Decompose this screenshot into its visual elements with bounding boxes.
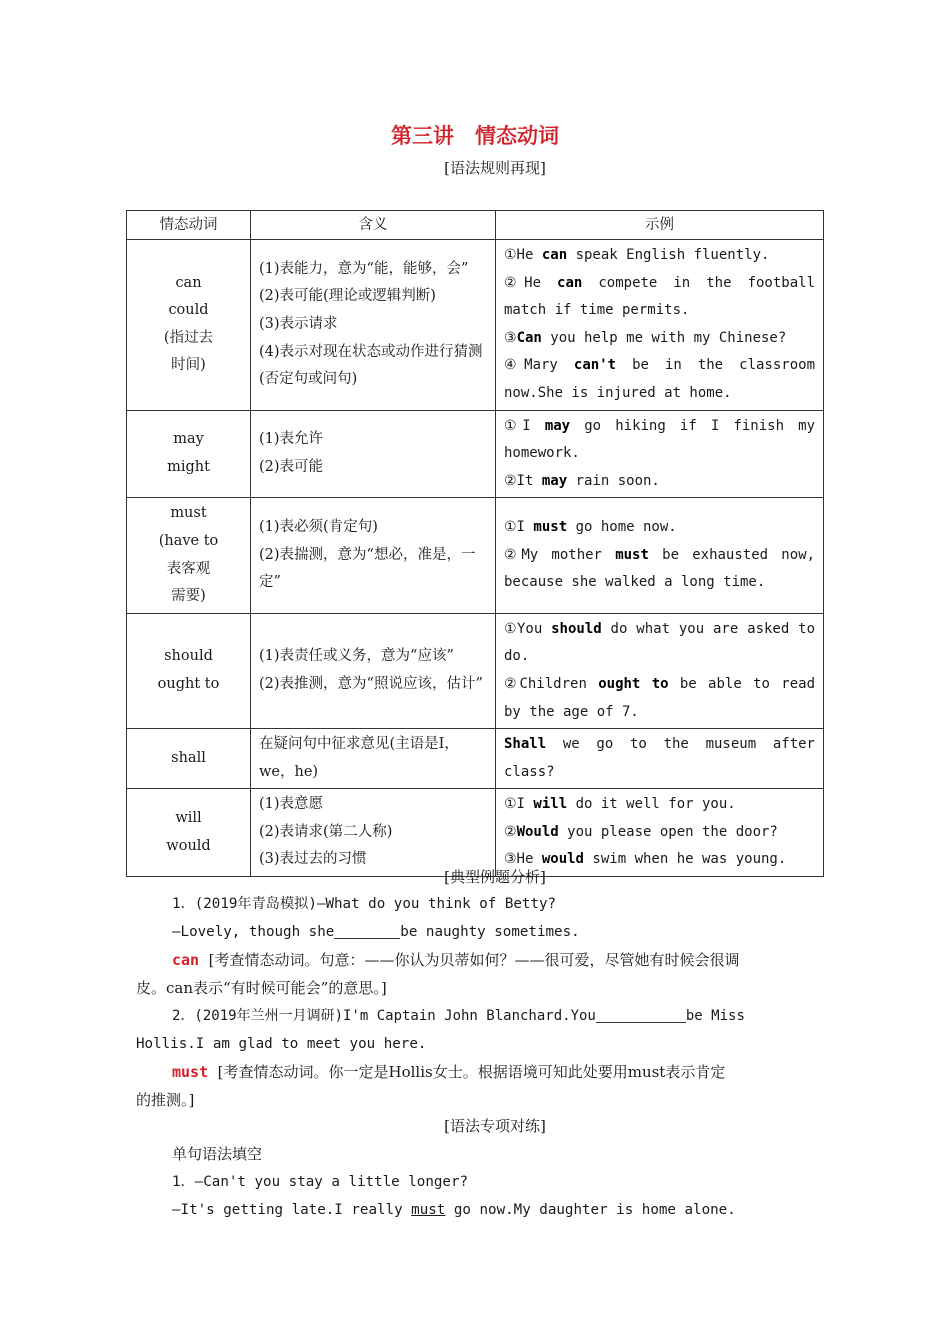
- verb-cell: [127, 240, 251, 411]
- meaning-line: (4)表示对现在状态或动作进行猜测(否定句或问句): [259, 343, 483, 388]
- question-1-explanation-line-2: 皮。can表示“有时候可能会”的意思。]: [136, 979, 387, 997]
- example-cell: [496, 613, 824, 728]
- verb-line: would: [166, 837, 211, 854]
- meaning-line: (1)表能力，意为“能，能够，会”: [259, 260, 469, 277]
- verb-cell: [127, 613, 251, 728]
- example-cell: [496, 498, 824, 613]
- example-cell: [496, 410, 824, 498]
- example-cell: [496, 789, 824, 877]
- meaning-line: (2)表可能: [259, 458, 324, 475]
- practice-heading: 单句语法填空: [172, 1145, 263, 1163]
- example-sentence: ②Would you please open the door?: [504, 823, 778, 840]
- question-2-explanation-line-1: must [考查情态动词。你一定是Hollis女士。根据语境可知此处要用must表示肯定: [172, 1063, 726, 1081]
- table-row: [127, 498, 824, 613]
- verb-cell: [127, 498, 251, 613]
- example-sentence: ①I must go home now.: [504, 519, 677, 536]
- meaning-line: (1)表允许: [259, 431, 324, 448]
- verb-line: 表客观: [166, 560, 211, 577]
- practice-1-answer: must: [411, 1202, 446, 1218]
- verb-line: shall: [171, 749, 206, 766]
- table-row: [127, 410, 824, 498]
- header-example: 示例: [496, 211, 824, 240]
- example-sentence: ④Mary can't be in the classroom now.She is injured at home.: [504, 357, 815, 401]
- section-heading-practice: [语法专项对练]: [444, 1117, 546, 1135]
- meaning-line: (2)表可能(理论或逻辑判断): [259, 288, 436, 305]
- question-2-line-2: Hollis.I am glad to meet you here.: [136, 1036, 427, 1052]
- verb-line: can: [175, 274, 202, 291]
- example-sentence: ①You should do what you are asked to do.: [504, 620, 815, 665]
- question-2-line-1: 2．(2019年兰州一月调研)I'm Captain John Blanchard.You be Miss: [172, 1008, 745, 1024]
- practice-1-line-1: 1．—Can't you stay a little longer?: [172, 1174, 469, 1190]
- lesson-title: 第三讲 情态动词: [391, 124, 559, 148]
- meaning-cell: [251, 789, 496, 877]
- question-2-explanation-line-2: 的推测。]: [136, 1091, 195, 1109]
- meaning-cell: [251, 240, 496, 411]
- verb-line: will: [175, 810, 202, 827]
- answer-text: can: [172, 951, 200, 969]
- meaning-cell: [251, 498, 496, 613]
- verb-cell: [127, 789, 251, 877]
- table-header-row: [127, 211, 824, 240]
- verb-line: might: [167, 458, 210, 475]
- verb-line: 时间): [171, 357, 206, 374]
- question-1-line-1: 1．(2019年青岛模拟)—What do you think of Betty?: [172, 896, 557, 912]
- meaning-line: 在疑问句中征求意见(主语是I，we，he): [259, 736, 459, 780]
- example-sentence: ①I may go hiking if I finish my homework.: [504, 417, 815, 462]
- verb-line: ought to: [157, 675, 220, 692]
- verb-cell: [127, 729, 251, 789]
- answer-blank: [596, 1006, 686, 1023]
- meaning-line: (2)表推测，意为“照说应该，估计”: [259, 675, 483, 692]
- answer-blank: [334, 922, 400, 939]
- verb-line: could: [168, 302, 209, 319]
- header-meaning: 含义: [251, 211, 496, 240]
- section-heading-rules: [语法规则再现]: [444, 159, 546, 177]
- table-row: [127, 729, 824, 789]
- question-1-explanation-line-1: can [考查情态动词。句意：——你认为贝蒂如何？——很可爱，尽管她有时候会很调: [172, 951, 740, 969]
- example-sentence: ②It may rain soon.: [504, 472, 660, 489]
- question-1-line-2: —Lovely, though she be naughty sometimes.: [172, 924, 580, 940]
- answer-text: must: [172, 1063, 209, 1081]
- meaning-cell: [251, 410, 496, 498]
- table-row: [127, 240, 824, 411]
- verb-line: may: [173, 431, 204, 448]
- meaning-line: (1)表责任或义务，意为“应该”: [259, 648, 454, 665]
- example-sentence: ②Children ought to be able to read by the age of 7.: [504, 675, 815, 720]
- verb-line: 需要): [171, 588, 206, 605]
- meaning-cell: [251, 729, 496, 789]
- meaning-line: (3)表过去的习惯: [259, 851, 367, 868]
- example-sentence: ②My mother must be exhausted now, because she walked a long time.: [504, 546, 815, 591]
- practice-1-line-2: —It's getting late.I really must go now.My daughter is home alone.: [172, 1202, 736, 1218]
- modal-verbs-table: [126, 210, 824, 877]
- verb-line: must: [170, 505, 207, 522]
- example-sentence: Shall we go to the museum after class?: [504, 736, 815, 780]
- verb-line: should: [164, 648, 213, 665]
- example-sentence: ①I will do it well for you.: [504, 796, 736, 813]
- example-cell: [496, 240, 824, 411]
- meaning-cell: [251, 613, 496, 728]
- header-modal-verb: 情态动词: [127, 211, 251, 240]
- meaning-line: (1)表意愿: [259, 796, 324, 813]
- example-sentence: ①He can speak English fluently.: [504, 247, 770, 263]
- example-cell: [496, 729, 824, 789]
- table-row: [127, 613, 824, 728]
- meaning-line: (2)表揣测，意为“想必，准是，一定”: [259, 546, 476, 591]
- meaning-line: (3)表示请求: [259, 315, 338, 332]
- meaning-line: (2)表请求(第二人称): [259, 823, 393, 840]
- example-sentence: ③Can you help me with my Chinese?: [504, 329, 787, 346]
- table-row: [127, 789, 824, 877]
- example-sentence: ②He can compete in the football match if time permits.: [504, 274, 815, 319]
- section-heading-examples: [典型例题分析]: [444, 868, 546, 886]
- verb-line: (指过去: [163, 329, 214, 346]
- example-sentence: ③He would swim when he was young.: [504, 851, 787, 868]
- verb-line: (have to: [158, 532, 219, 549]
- verb-cell: [127, 410, 251, 498]
- meaning-line: (1)表必须(肯定句): [259, 519, 378, 536]
